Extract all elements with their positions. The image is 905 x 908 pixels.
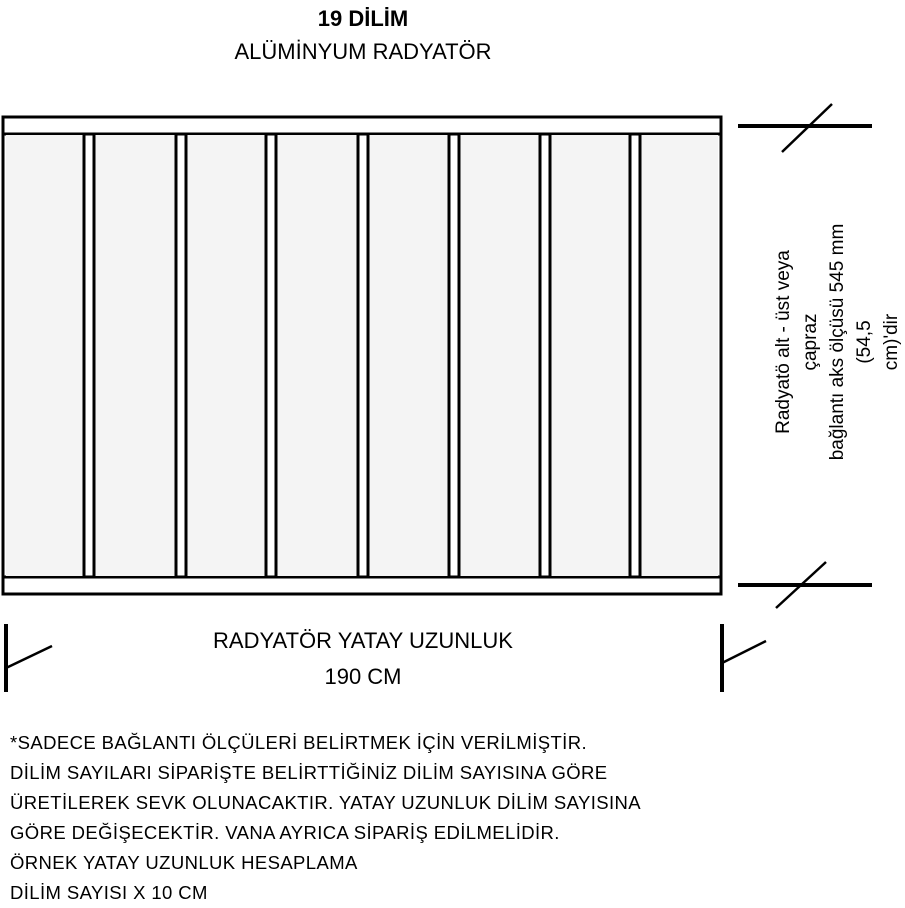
- length-right-slash: [722, 641, 766, 663]
- note-line: DİLİM SAYISI X 10 CM: [10, 882, 208, 903]
- diagram-subtitle: ALÜMİNYUM RADYATÖR: [234, 39, 492, 64]
- radiator-section: [369, 135, 448, 576]
- length-label: RADYATÖR YATAY UZUNLUK: [213, 628, 513, 653]
- radiator-section: [460, 135, 539, 576]
- diagram-title: 19 DİLİM: [317, 6, 409, 31]
- radiator-section: [6, 135, 83, 576]
- note-line: *SADECE BAĞLANTI ÖLÇÜLERİ BELİRTMEK İÇİN VERİLMİŞTİR.: [10, 732, 588, 753]
- length-value: 190 CM: [324, 664, 402, 689]
- note-line: ÜRETİLEREK SEVK OLUNACAKTIR. YATAY UZUNLUK DİLİM SAYISINA: [10, 792, 642, 813]
- note-line: DİLİM SAYILARI SİPARİŞTE BELİRTTİĞİNİZ DİLİM SAYISINA GÖRE: [10, 762, 608, 783]
- radiator-section: [641, 135, 718, 576]
- radiator-section: [187, 135, 265, 576]
- radiator-section: [551, 135, 629, 576]
- axis-note-line-2: bağlantı aks ölçüsü 545 mm (54,5: [827, 223, 875, 461]
- radiator-section: [95, 135, 175, 576]
- note-line: GÖRE DEĞİŞECEKTİR. VANA AYRICA SİPARİŞ EDİLMELİDİR.: [10, 822, 560, 843]
- axis-note-line-3: cm)'dir: [881, 313, 902, 371]
- axis-note-line-1: Radyatö alt - üst veya çapraz: [773, 250, 821, 434]
- radiator-section: [277, 135, 357, 576]
- axis-measure-note: [770, 222, 902, 462]
- note-line: ÖRNEK YATAY UZUNLUK HESAPLAMA: [10, 852, 358, 873]
- notes-block: [10, 728, 870, 908]
